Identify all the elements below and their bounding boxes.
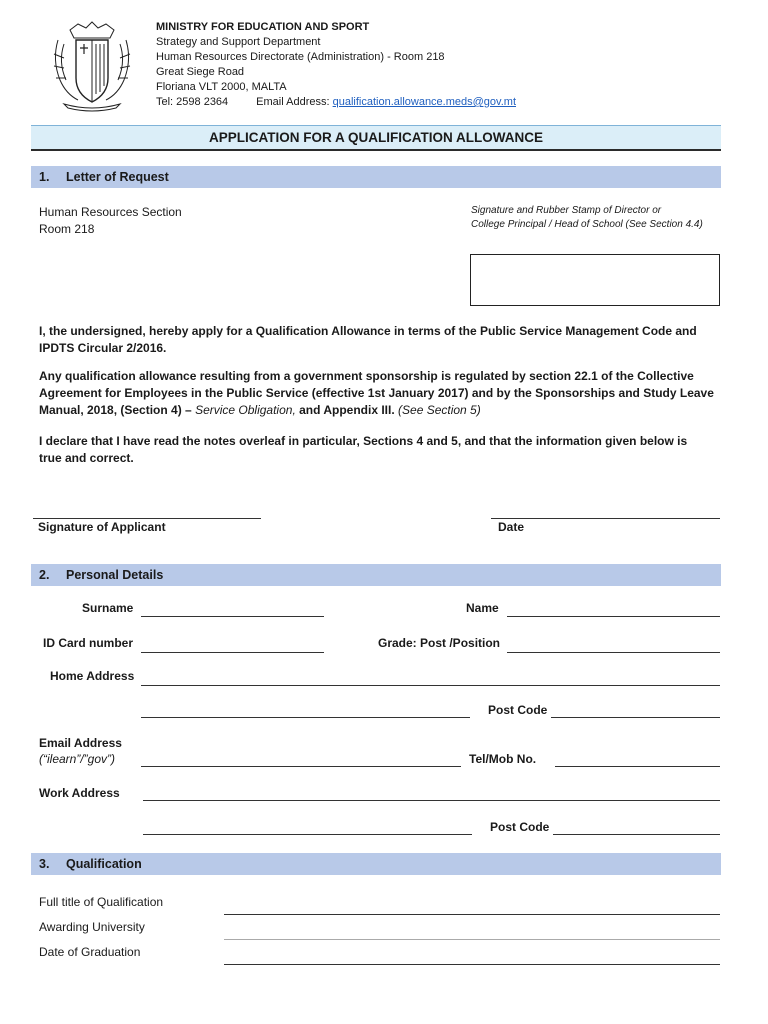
section-title: Personal Details [66, 568, 164, 582]
street-address: Great Siege Road [156, 66, 245, 78]
email-address-label: Email Address [39, 736, 122, 750]
name-field[interactable] [507, 616, 720, 617]
id-card-label: ID Card number [43, 636, 134, 650]
department-name: Strategy and Support Department [156, 36, 321, 48]
graduation-date-field[interactable] [224, 964, 720, 965]
section-number: 3. [39, 857, 50, 871]
surname-field[interactable] [141, 616, 324, 617]
ministry-header [156, 20, 516, 110]
home-address-field-2[interactable] [141, 717, 470, 718]
stamp-instruction [471, 204, 703, 232]
para2-line-3c: and Appendix III. [295, 403, 399, 417]
date-line[interactable] [491, 518, 720, 519]
email-field[interactable] [141, 766, 461, 767]
recipient-line-1: Human Resources Section [39, 205, 182, 219]
ministry-name: MINISTRY FOR EDUCATION AND SPORT [156, 21, 370, 33]
section-number: 2. [39, 568, 50, 582]
work-address-label: Work Address [39, 786, 120, 800]
declaration-paragraph-3 [39, 433, 729, 467]
recipient-line-2: Room 218 [39, 222, 95, 236]
recipient-address [39, 204, 182, 238]
section-number: 1. [39, 170, 50, 184]
section-header-qualification [31, 853, 721, 875]
email-link[interactable]: qualification.allowance.meds@gov.mt [332, 96, 516, 108]
para1-line-2: IPDTS Circular 2/2016. [39, 341, 167, 355]
email-label: Email Address: [256, 96, 330, 108]
para2-line-2: Agreement for Employees in the Public Service (effective 1st January 2017) and by the Sponsorships and Study Leave [39, 386, 714, 400]
post-code-label-2: Post Code [490, 820, 550, 834]
directorate-name: Human Resources Directorate (Administration) - Room 218 [156, 51, 445, 63]
id-card-field[interactable] [141, 652, 324, 653]
stamp-line-1: Signature and Rubber Stamp of Director or [471, 205, 662, 216]
awarding-university-field[interactable] [224, 939, 720, 940]
full-title-field[interactable] [224, 914, 720, 915]
para3-line-1: I declare that I have read the notes overleaf in particular, Sections 4 and 5, and that the information given below is [39, 434, 688, 448]
para2-line-3a: Manual, 2018, (Section 4) – [39, 403, 196, 417]
para1-line-1: I, the undersigned, hereby apply for a Qualification Allowance in terms of the Public Service Management Code and [39, 324, 697, 338]
signature-label: Signature of Applicant [38, 520, 166, 534]
tel-mob-field[interactable] [555, 766, 720, 767]
para2-line-3d: (See Section 5) [398, 403, 481, 417]
post-code-field-2[interactable] [553, 834, 720, 835]
grade-label: Grade: Post /Position [378, 636, 501, 650]
para2-line-1: Any qualification allowance resulting from a government sponsorship is regulated by section 22.1 of the Collective [39, 369, 694, 383]
telephone: Tel: 2598 2364 [156, 96, 229, 108]
name-label: Name [466, 601, 499, 615]
declaration-paragraph-2 [39, 368, 729, 419]
coat-of-arms-logo [50, 20, 134, 112]
signature-stamp-box[interactable] [470, 254, 720, 306]
post-code-label-1: Post Code [488, 703, 548, 717]
para2-line-3b: Service Obligation, [195, 403, 296, 417]
date-label: Date [498, 520, 525, 534]
surname-label: Surname [82, 601, 134, 615]
section-title: Qualification [66, 857, 142, 871]
section-title: Letter of Request [66, 170, 169, 184]
awarding-university-label: Awarding University [39, 920, 145, 934]
full-title-label: Full title of Qualification [39, 895, 164, 909]
home-address-label: Home Address [50, 669, 135, 683]
section-header-letter-of-request [31, 166, 721, 188]
work-address-field[interactable] [143, 800, 720, 801]
email-hint: (“ilearn”/”gov”) [39, 752, 116, 766]
post-code-field-1[interactable] [551, 717, 720, 718]
grade-field[interactable] [507, 652, 720, 653]
graduation-date-label: Date of Graduation [39, 945, 141, 959]
stamp-line-2: College Principal / Head of School (See Section 4.4) [471, 219, 703, 230]
signature-line[interactable] [33, 518, 261, 519]
tel-mob-label: Tel/Mob No. [469, 752, 537, 766]
city-address: Floriana VLT 2000, MALTA [156, 81, 287, 93]
declaration-paragraph-1 [39, 323, 729, 357]
para3-line-2: true and correct. [39, 451, 134, 465]
home-address-field[interactable] [141, 685, 720, 686]
form-title: APPLICATION FOR A QUALIFICATION ALLOWANCE [31, 125, 721, 151]
work-address-field-2[interactable] [143, 834, 472, 835]
section-header-personal-details [31, 564, 721, 586]
